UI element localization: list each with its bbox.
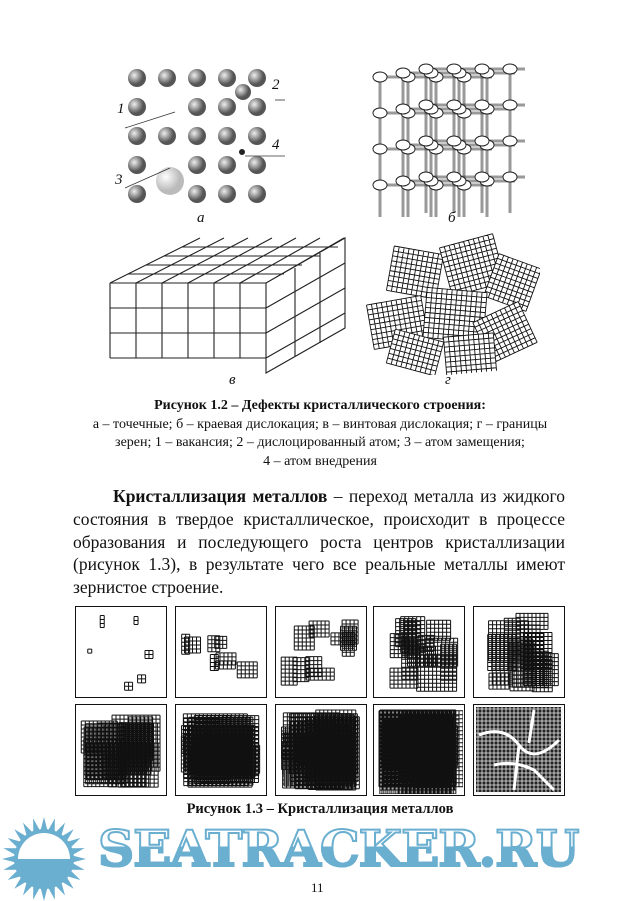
figure-edge-dislocation <box>355 62 525 217</box>
atom <box>373 72 387 82</box>
crystal-nucleus <box>237 662 257 678</box>
atom <box>447 64 461 74</box>
atom <box>128 127 146 145</box>
atom <box>188 185 206 203</box>
page-number: 11 <box>311 880 324 895</box>
atom <box>503 136 517 146</box>
atom <box>373 108 387 118</box>
atom <box>419 100 433 110</box>
caption-line: зерен; 1 – вакансия; 2 – дислоцированный атом; 3 – атом замещения; <box>115 435 525 450</box>
atom <box>188 156 206 174</box>
atom <box>396 68 410 78</box>
crystal-nucleus <box>306 668 334 680</box>
caption-line: а – точечные; б – краевая дислокация; в – винтовая дислокация; г – границы <box>92 416 548 432</box>
atom <box>188 98 206 116</box>
atom <box>503 64 517 74</box>
crystallization-stage <box>75 704 167 796</box>
label-3: 3 <box>115 172 123 188</box>
atom <box>128 98 146 116</box>
atom <box>218 127 236 145</box>
figure-grain-boundaries <box>350 230 540 375</box>
label-2: 2 <box>272 77 280 93</box>
crystal-nucleus <box>145 650 153 658</box>
crystal-nucleus <box>208 636 220 652</box>
figure-1-2-caption <box>60 397 580 471</box>
label-4: 4 <box>272 137 280 153</box>
crystal-nucleus <box>134 616 138 624</box>
crystallization-stage <box>75 606 167 698</box>
atom <box>475 100 489 110</box>
atom <box>475 172 489 182</box>
atom <box>373 144 387 154</box>
watermark: SEATRACKER.RU <box>98 819 579 878</box>
panel-label-v: в <box>229 372 236 388</box>
crystal-nucleus <box>342 620 358 644</box>
paragraph-text: – переход металла из жидкого состояния в твердое кристаллическое, происходит в процессе образования и последующего роста центров кристаллизации (рисунок 1.3), в результате чего все реальные металлы имеют зернистое строение. <box>73 486 565 598</box>
atom <box>419 172 433 182</box>
atom <box>248 127 266 145</box>
atom <box>218 69 236 87</box>
atom <box>447 136 461 146</box>
atom <box>396 140 410 150</box>
crystal-nucleus <box>215 636 227 648</box>
crystallization-stage <box>373 606 465 698</box>
panel-label-g: г <box>445 372 451 388</box>
caption-title: Рисунок 1.2 – Дефекты кристаллического строения: <box>154 398 486 413</box>
crystallization-stage <box>175 606 267 698</box>
atom <box>218 98 236 116</box>
atom <box>419 136 433 146</box>
caption-line: 4 – атом внедрения <box>263 453 377 469</box>
crystallization-stage <box>473 704 565 796</box>
atom <box>447 172 461 182</box>
crystal-nucleus <box>88 649 92 653</box>
figure-screw-dislocation <box>105 228 355 376</box>
atom <box>396 176 410 186</box>
crystal-nucleus <box>138 675 146 683</box>
atom <box>248 98 266 116</box>
dislocated-atom <box>235 84 251 100</box>
atom <box>503 172 517 182</box>
paragraph <box>73 485 565 599</box>
crystallization-stage <box>275 606 367 698</box>
atom <box>128 185 146 203</box>
crystal-nucleus <box>125 682 133 690</box>
lattice-blocks <box>110 238 345 373</box>
figure-1-3-caption: Рисунок 1.3 – Кристаллизация металлов <box>186 801 454 817</box>
crystal-nucleus <box>309 621 329 637</box>
crystallization-stage <box>175 704 267 796</box>
atom <box>447 100 461 110</box>
sun-logo-icon <box>0 815 95 901</box>
atom <box>248 69 266 87</box>
atom <box>128 156 146 174</box>
atom <box>396 104 410 114</box>
crystal-nucleus <box>390 634 406 658</box>
crystal-nucleus <box>427 620 451 640</box>
grain <box>443 333 496 375</box>
atom <box>475 136 489 146</box>
atom <box>248 156 266 174</box>
crystal-nucleus <box>100 616 104 628</box>
term: Кристаллизация металлов <box>113 486 328 506</box>
atom <box>188 69 206 87</box>
crystal-nucleus <box>206 717 250 773</box>
atom <box>218 156 236 174</box>
crystallization-stage <box>473 606 565 698</box>
label-1: 1 <box>117 101 125 117</box>
atom <box>158 69 176 87</box>
atom <box>188 127 206 145</box>
panel-label-b: б <box>448 210 456 226</box>
panel-label-a: а <box>197 210 205 226</box>
atom <box>475 64 489 74</box>
atom <box>158 127 176 145</box>
atom <box>503 100 517 110</box>
atom <box>248 185 266 203</box>
atom <box>128 69 146 87</box>
atom <box>373 180 387 190</box>
atom <box>419 64 433 74</box>
atom <box>218 185 236 203</box>
interstitial-atom <box>239 149 245 155</box>
substitution-atom <box>156 167 184 195</box>
crystal-nucleus <box>293 658 309 682</box>
crystallization-stage <box>275 704 367 796</box>
crystallization-stage <box>373 704 465 796</box>
